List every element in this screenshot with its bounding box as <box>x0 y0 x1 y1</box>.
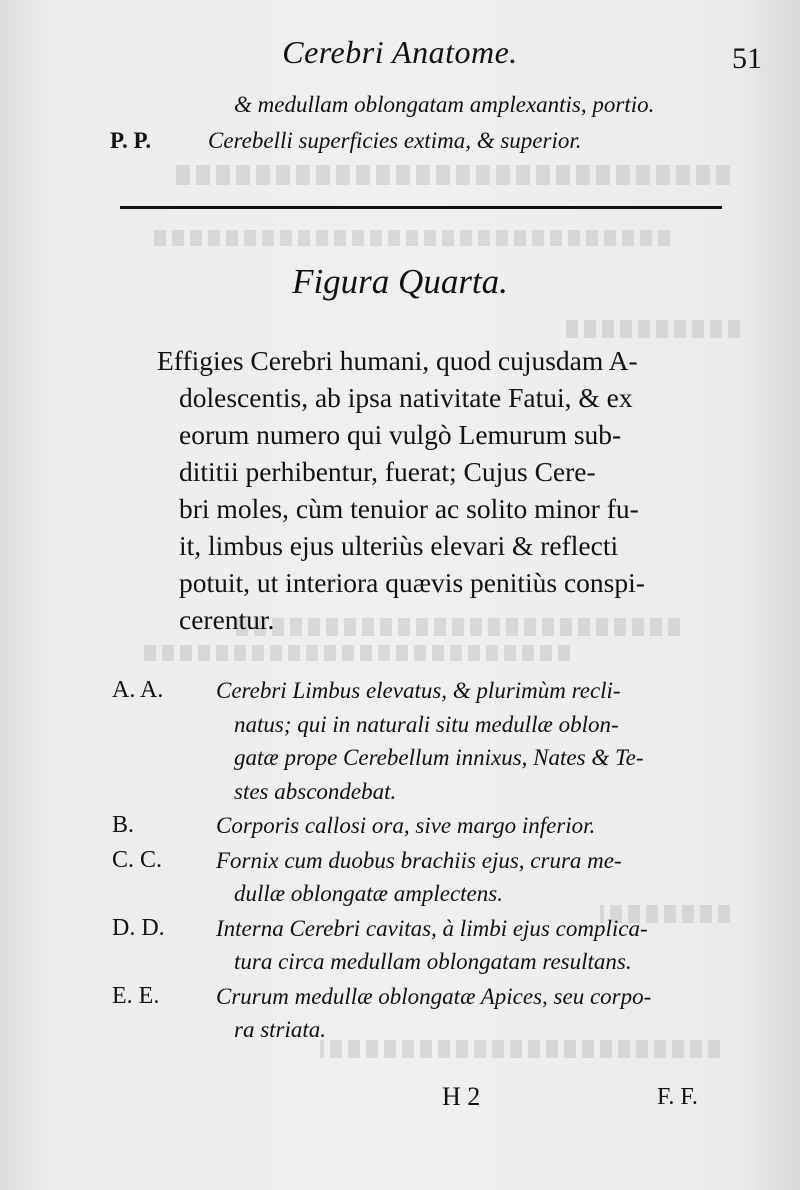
legend-line: dullæ oblongatæ amplectens. <box>234 881 503 906</box>
legend-entry-ee <box>112 980 732 1047</box>
legend-line: Corporis callosi ora, sive margo inferior. <box>216 813 596 838</box>
legend-entry-pp <box>110 128 581 154</box>
figure-heading: Figura Quarta. <box>292 262 508 301</box>
legend-line: ra striata. <box>234 1017 327 1042</box>
legend-description <box>216 674 732 808</box>
legend-label: C. C. <box>112 846 163 873</box>
legend-line: Fornix cum duobus brachiis ejus, crura me- <box>216 847 622 873</box>
legend-description: Cerebelli superficies extima, & superior. <box>208 128 582 153</box>
catchword: F. F. <box>657 1084 698 1110</box>
legend-line: Crurum medullæ oblongatæ Apices, seu corpo- <box>216 983 652 1009</box>
legend-label: E. E. <box>112 982 160 1009</box>
legend-label: P. P. <box>110 128 152 153</box>
show-through <box>140 645 570 661</box>
legend-line: gatæ prope Cerebellum innixus, Nates & Te- <box>234 745 644 770</box>
figure-description <box>157 342 722 638</box>
figure-legend <box>112 674 732 1048</box>
description-line: potuit, ut interiora quævis penitiùs conspi- <box>179 567 645 598</box>
show-through <box>150 230 670 246</box>
description-line: dolescentis, ab ipsa nativitate Fatui, & ex <box>179 382 633 413</box>
description-line: cerentur. <box>179 604 275 635</box>
page-number: 51 <box>732 42 762 75</box>
legend-line: Cerebri Limbus elevatus, & plurimùm recli- <box>216 678 621 703</box>
description-line: Effigies Cerebri humani, quod cujusdam A- <box>157 345 638 376</box>
description-line: dititii perhibentur, fuerat; Cujus Cere- <box>179 456 596 487</box>
signature-mark: H 2 <box>442 1082 481 1111</box>
legend-line: natus; qui in naturali situ medullæ oblon- <box>234 711 619 737</box>
legend-description <box>216 980 732 1047</box>
legend-label: A. A. <box>112 677 164 703</box>
running-title: Cerebri Anatome. <box>282 34 518 70</box>
legend-description <box>216 809 732 843</box>
description-line: eorum numero qui vulgò Lemurum sub- <box>179 419 622 450</box>
description-line: bri moles, cùm tenuior ac solito minor fu- <box>179 493 639 524</box>
description-line: it, limbus ejus ulteriùs elevari & reflecti <box>179 530 619 561</box>
legend-label: D. D. <box>112 914 165 941</box>
legend-description <box>216 912 732 979</box>
legend-line: Interna Cerebri cavitas, à limbi ejus complica- <box>216 915 648 941</box>
show-through <box>560 320 740 338</box>
legend-entry-aa <box>112 674 732 808</box>
legend-line: stes abscondebat. <box>234 778 397 804</box>
legend-entry-b <box>112 809 732 843</box>
show-through <box>170 165 730 185</box>
legend-description <box>216 844 732 911</box>
section-divider <box>120 206 722 209</box>
legend-entry-cc <box>112 844 732 911</box>
legend-line: tura circa medullam oblongatam resultans. <box>234 949 632 974</box>
legend-entry-dd <box>112 912 732 979</box>
continuation-line: & medullam oblongatam amplexantis, portio. <box>234 92 655 117</box>
legend-label: B. <box>112 812 135 838</box>
